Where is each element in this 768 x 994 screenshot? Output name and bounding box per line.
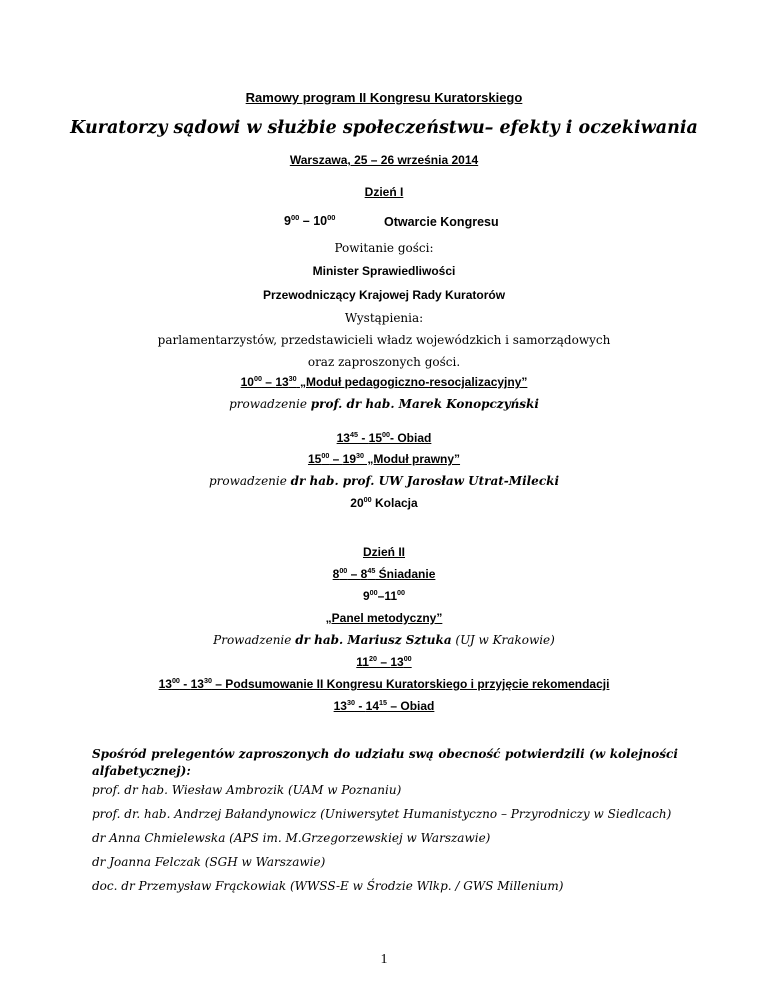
opening-title: Otwarcie Kongresu [384, 215, 499, 229]
page-number: 1 [380, 952, 388, 967]
congress-subtitle: Kuratorzy sądowi w służbie społeczeństwu– efekty i oczekiwania [70, 118, 698, 138]
intro-word: udziału [354, 747, 405, 761]
day2-summary: $13^{00} - 13^{30}$ – Podsumowanie II Kongresu Kuratorskiego i przyjęcie rekomendacji [158, 676, 610, 691]
speaker-item: prof. dr hab. Wiesław Ambrozik (UAM w Poznaniu) [92, 783, 402, 797]
module1-heading: $10^{00} - 13^{30}$ „Moduł pedagogiczno-resocjalizacyjny” [240, 374, 528, 389]
day2-label: Dzień II [362, 545, 405, 559]
opening-time: $9^{00} - 10^{00}$ [284, 212, 336, 228]
module2-lead: prowadzenie dr hab. prof. UW Jarosław Utrat-Milecki [209, 474, 559, 488]
intro-word: prelegentów [151, 747, 235, 761]
day1-label: Dzień I [364, 185, 404, 199]
intro-word: zaproszonych [238, 747, 330, 761]
day2-block2-time: $11^{20} - 13^{00}$ [356, 654, 412, 669]
intro-word: (w [589, 747, 606, 761]
day1-dinner: $20^{00}$ Kolacja [350, 495, 418, 510]
day1-lunch: $13^{45} - 15^{00}-$ Obiad [336, 430, 432, 445]
panel-lead: Prowadzenie dr hab. Mariusz Sztuka (UJ w Krakowie) [213, 633, 555, 647]
place-and-date: Warszawa, 25 – 26 września 2014 [289, 153, 479, 167]
intro-word: do [333, 747, 351, 761]
speaker-item: dr Anna Chmielewska (APS im. M.Grzegorzewskiej w Warszawie) [92, 831, 491, 845]
speaker-item: doc. dr Przemysław Frąckowiak (WWSS-E w Środzie Wlkp. / GWS Millenium) [92, 879, 564, 893]
program-title: Ramowy program II Kongresu Kuratorskiego [245, 90, 523, 105]
day2-lunch: $13^{30} - 14^{15}$ – Obiad [333, 698, 435, 713]
intro-word: potwierdzili [504, 747, 585, 761]
welcome-label: Powitanie gości: [334, 241, 434, 255]
panel-time: $9^{00}-11^{00}$ [362, 588, 406, 603]
speaker-item: dr Joanna Felczak (SGH w Warszawie) [92, 855, 326, 869]
intro-word: obecność [438, 747, 501, 761]
intro-word: swą [408, 747, 434, 761]
panel-title: „Panel metodyczny” [325, 611, 443, 625]
guest-minister: Minister Sprawiedliwości [312, 264, 456, 278]
speakers-line2: oraz zaproszonych gości. [307, 355, 461, 369]
module2-heading: $15^{00} - 19^{30}$ „Moduł prawny” [307, 451, 461, 466]
speeches-label: Wystąpienia: [344, 311, 424, 325]
day2-breakfast: $8^{00} - 8^{45}$ Śniadanie [332, 566, 436, 581]
speaker-item: prof. dr. hab. Andrzej Bałandynowicz (Uniwersytet Humanistyczno – Przyrodniczy w Siedlcach) [92, 807, 672, 821]
guest-council-chair: Przewodniczący Krajowej Rady Kuratorów [262, 288, 506, 302]
speakers-intro [92, 746, 678, 780]
speakers-line1: parlamentarzystów, przedstawicieli władz wojewódzkich i samorządowych [157, 333, 611, 347]
speakers-intro-line2: alfabetycznej): [92, 764, 191, 778]
intro-word: kolejności [609, 747, 678, 761]
speakers-intro-line1 [92, 746, 678, 763]
module1-lead: prowadzenie prof. dr hab. Marek Konopczyński [229, 397, 539, 411]
intro-word: Spośród [92, 747, 147, 761]
